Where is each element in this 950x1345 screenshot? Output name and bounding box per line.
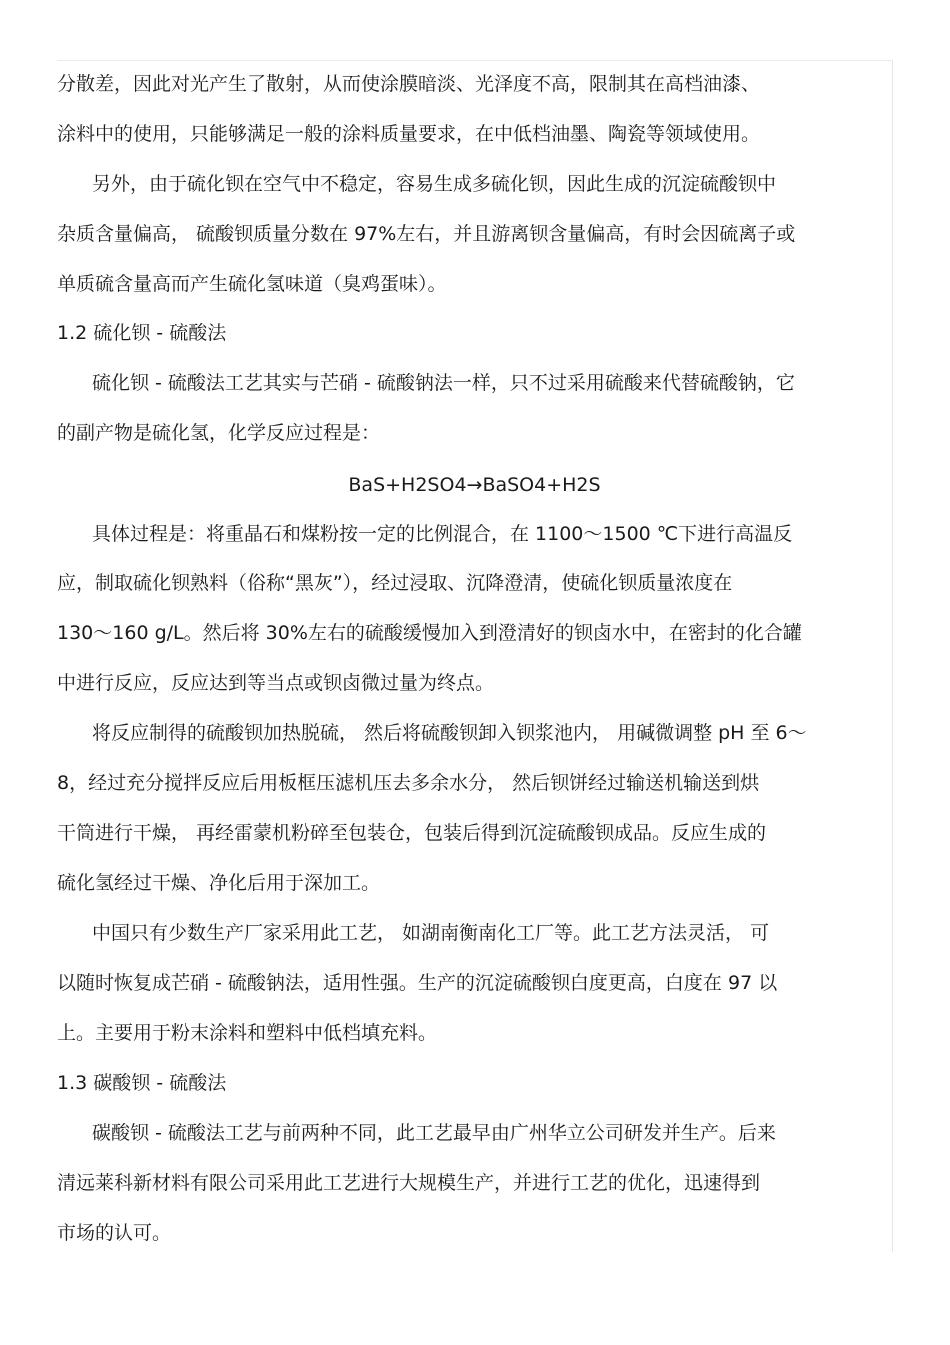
paragraph-line: 干筒进行干燥， 再经雷蒙机粉碎至包装仓，包装后得到沉淀硫酸钡成品。反应生成的 (57, 822, 767, 844)
paragraph-line: 另外，由于硫化钡在空气中不稳定，容易生成多硫化钡，因此生成的沉淀硫酸钡中 (92, 173, 777, 195)
paragraph-line: 硫化氢经过干燥、净化后用于深加工。 (57, 872, 381, 894)
paragraph-line: 碳酸钡 - 硫酸法工艺与前两种不同，此工艺最早由广州华立公司研发并生产。后来 (92, 1122, 776, 1144)
paragraph-line: 130～160 g/L。然后将 30%左右的硫酸缓慢加入到澄清好的钡卤水中，在密封的化合罐 (57, 622, 802, 644)
paragraph-line: 杂质含量偏高， 硫酸钡质量分数在 97%左右，并且游离钡含量偏高，有时会因硫离子或 (57, 223, 796, 245)
page-border-top (57, 60, 892, 61)
paragraph-line: 中国只有少数生产厂家采用此工艺， 如湖南衡南化工厂等。此工艺方法灵活， 可 (92, 922, 770, 944)
section-heading-1-2: 1.2 硫化钡 - 硫酸法 (57, 322, 227, 344)
paragraph-line: 应，制取硫化钡熟料（俗称“黑灰”），经过浸取、沉降澄清，使硫化钡质量浓度在 (57, 572, 733, 594)
paragraph-line: 单质硫含量高而产生硫化氢味道（臭鸡蛋味）。 (57, 273, 447, 295)
paragraph-line: 涂料中的使用，只能够满足一般的涂料质量要求，在中低档油墨、陶瓷等领域使用。 (57, 123, 761, 145)
paragraph-line: 分散差，因此对光产生了散射，从而使涂膜暗淡、光泽度不高，限制其在高档油漆、 (57, 73, 761, 95)
paragraph-line: 清远莱科新材料有限公司采用此工艺进行大规模生产，并进行工艺的优化，迅速得到 (57, 1172, 761, 1194)
paragraph-line: 中进行反应，反应达到等当点或钡卤微过量为终点。 (57, 672, 495, 694)
paragraph-line: 上。主要用于粉末涂料和塑料中低档填充料。 (57, 1022, 438, 1044)
paragraph-line: 8，经过充分搅拌反应后用板框压滤机压去多余水分， 然后钡饼经过输送机输送到烘 (57, 772, 760, 794)
paragraph-line: 市场的认可。 (57, 1222, 172, 1244)
paragraph-line: 的副产物是硫化氢，化学反应过程是： (57, 422, 381, 444)
section-heading-1-3: 1.3 碳酸钡 - 硫酸法 (57, 1072, 227, 1094)
paragraph-line: 以随时恢复成芒硝 - 硫酸钠法，适用性强。生产的沉淀硫酸钡白度更高，白度在 97 以 (57, 972, 778, 994)
paragraph-line: 将反应制得的硫酸钡加热脱硫， 然后将硫酸钡卸入钡浆池内， 用碱微调整 pH 至 6～ (92, 722, 807, 744)
paragraph-line: 具体过程是：将重晶石和煤粉按一定的比例混合，在 1100～1500 ℃下进行高温反 (92, 523, 793, 545)
chemical-equation: BaS+H2SO4→BaSO4+H2S (348, 474, 601, 496)
paragraph-line: 硫化钡 - 硫酸法工艺其实与芒硝 - 硫酸钠法一样，只不过采用硫酸来代替硫酸钠，它 (92, 372, 795, 394)
